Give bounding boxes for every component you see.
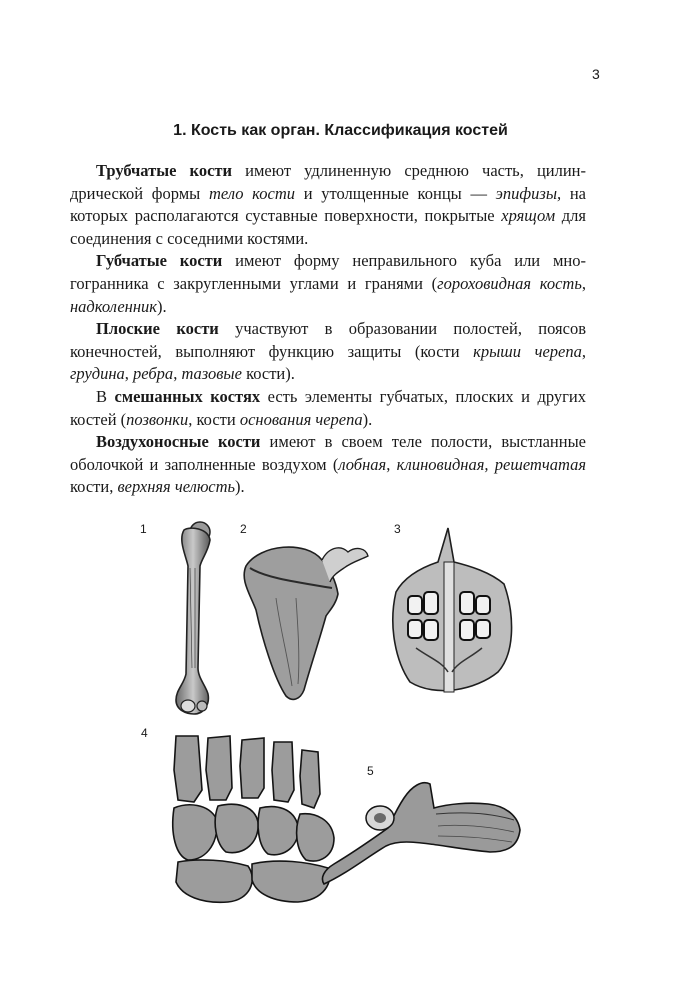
paragraph-pneumatic-bones [70, 431, 586, 499]
italic-term: эпифизы, [495, 183, 562, 203]
italic-term: грудина [70, 364, 125, 384]
page-number: 3 [592, 66, 600, 82]
text: участвуют в образовании полостей, поясов конечностей, выполняют функцию защиты (кости [70, 319, 586, 361]
text: , [173, 364, 182, 384]
text: есть элементы губчатых, плоских и других костей ( [70, 386, 586, 429]
paragraph-tubular-bones [70, 160, 586, 250]
text: , кости [188, 409, 240, 429]
text: , [124, 364, 134, 384]
italic-term: тазовые [181, 364, 242, 384]
italic-term: клиновидная, [396, 454, 489, 474]
text: имеют удлиненную среднюю часть, цилиндрической формы [70, 161, 586, 203]
scapula-illustration [236, 538, 372, 706]
text: В [96, 386, 115, 406]
figure-label-4: 4 [141, 726, 148, 740]
text: , [581, 273, 586, 293]
text: имеют форму неправильного куба или многогранника с закругленными углами и гранями ( [70, 251, 587, 293]
figure-label-2: 2 [240, 522, 247, 536]
text: , [581, 341, 586, 361]
italic-term: гороховидная кость [437, 273, 582, 293]
italic-term: основания черепа [239, 409, 363, 429]
section-title: 1. Кость как орган. Классификация костей [173, 122, 508, 139]
italic-term: хрящом [501, 206, 556, 226]
ethmoid-bone-illustration [386, 522, 522, 706]
text: ). [362, 409, 373, 429]
italic-term: решетчатая [494, 454, 587, 474]
figure-label-3: 3 [394, 522, 401, 536]
italic-term: тело кости [208, 183, 295, 203]
italic-term: верхняя челюсть [117, 477, 235, 497]
text: ). [235, 477, 245, 497]
italic-term: крыши черепа [473, 341, 582, 361]
body-text [70, 160, 586, 499]
paragraph-flat-bones [70, 318, 586, 386]
paragraph-mixed-bones [70, 386, 586, 431]
term: Плоские кости [96, 319, 219, 339]
term: Трубчатые кости [96, 161, 233, 180]
figure-label-1: 1 [140, 522, 147, 536]
text: и утолщенные концы — [295, 183, 496, 203]
humerus-illustration [168, 518, 218, 720]
text: ). [156, 296, 167, 316]
italic-term: ребра [133, 364, 174, 384]
term: Губчатые кости [96, 251, 223, 271]
italic-term: надколенник [70, 296, 157, 316]
text: кости, [70, 477, 118, 497]
italic-term: лобная [338, 454, 387, 474]
text: на которых располагаются суставные поверхности, покрытые [70, 183, 587, 226]
text: имеют в своем теле полости, выстланные оболочкой и заполненные воздухом ( [70, 432, 586, 474]
text: , [386, 454, 397, 474]
italic-term: позвонки [126, 409, 189, 429]
text: для соединения с соседними костями. [70, 206, 586, 248]
figure-label-5: 5 [367, 764, 374, 778]
term: смешанных костях [114, 386, 261, 406]
term: Воздухоносные кости [96, 432, 261, 452]
paragraph-spongy-bones [70, 250, 586, 318]
vertebra-illustration [318, 776, 524, 894]
text: кости). [241, 364, 295, 384]
